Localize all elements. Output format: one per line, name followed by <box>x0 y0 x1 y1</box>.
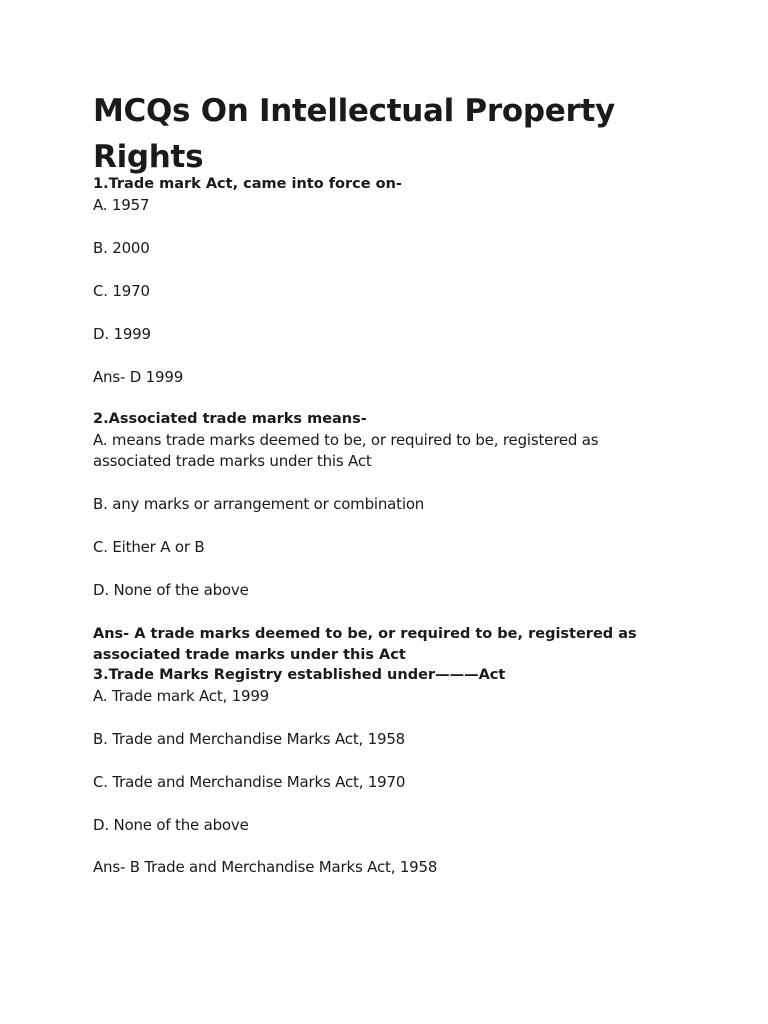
q2-answer-line-2: associated trade marks under this Act <box>93 647 406 663</box>
q2-answer-line-1: Ans- A trade marks deemed to be, or required to be, registered as <box>93 626 637 642</box>
q1-answer: Ans- D 1999 <box>93 368 184 386</box>
document-title <box>93 88 733 180</box>
q3-option-d: D. None of the above <box>93 816 249 834</box>
q3-option-a: A. Trade mark Act, 1999 <box>93 687 270 705</box>
title-line-1: MCQs On Intellectual Property <box>93 93 615 129</box>
q1-option-b: B. 2000 <box>93 239 150 257</box>
question-3: 3.Trade Marks Registry established under———Act <box>93 667 506 683</box>
q3-option-c: C. Trade and Merchandise Marks Act, 1970 <box>93 773 406 791</box>
q3-answer: Ans- B Trade and Merchandise Marks Act, 1958 <box>93 858 438 876</box>
q3-option-b: B. Trade and Merchandise Marks Act, 1958 <box>93 730 406 748</box>
q2-option-a-line-2: associated trade marks under this Act <box>93 452 372 470</box>
q1-option-a: A. 1957 <box>93 196 150 214</box>
q2-option-b: B. any marks or arrangement or combination <box>93 495 425 513</box>
q2-option-c: C. Either A or B <box>93 538 205 556</box>
q1-option-c: C. 1970 <box>93 282 150 300</box>
question-1: 1.Trade mark Act, came into force on- <box>93 176 402 192</box>
question-2: 2.Associated trade marks means- <box>93 411 367 427</box>
q2-option-a-line-1: A. means trade marks deemed to be, or required to be, registered as <box>93 431 599 449</box>
q2-option-d: D. None of the above <box>93 581 249 599</box>
q1-option-d: D. 1999 <box>93 325 151 343</box>
title-line-2: Rights <box>93 139 204 175</box>
